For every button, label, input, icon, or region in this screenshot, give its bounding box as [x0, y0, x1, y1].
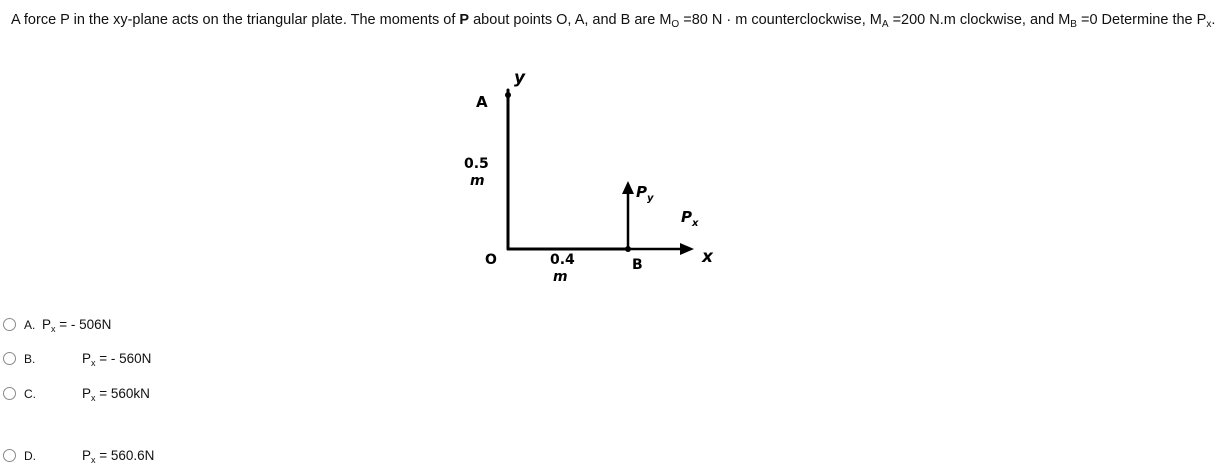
label-y-axis: y: [514, 68, 526, 88]
question-text: [11, 11, 1215, 30]
moment-subscript-o: O: [671, 19, 680, 30]
radio-option-a[interactable]: [3, 318, 16, 331]
label-x-axis: x: [702, 247, 713, 267]
moment-subscript-a: A: [881, 19, 889, 30]
force-subscript-x: x: [1206, 19, 1212, 30]
option-b-text: [82, 351, 151, 367]
label-py: [636, 183, 654, 204]
option-b-value: = - 560N: [95, 351, 152, 366]
question-force-symbol: P: [459, 12, 470, 28]
label-unit-m-2: m: [553, 269, 568, 285]
option-c-letter: C.: [24, 387, 36, 401]
option-c-value: = 560kN: [95, 386, 150, 401]
option-a-value: = - 506N: [55, 317, 112, 332]
option-d-text: [82, 448, 154, 464]
option-a-letter: A.: [24, 318, 36, 332]
option-c-symbol: P: [82, 386, 92, 401]
plate-diagram: [440, 55, 740, 290]
option-d-letter: D.: [24, 449, 36, 463]
label-point-a: A: [476, 93, 488, 111]
label-point-o: O: [485, 252, 497, 268]
label-dim-05: 0.5: [464, 156, 489, 172]
option-a-subscript: x: [51, 324, 56, 334]
option-b-letter: B.: [24, 352, 36, 366]
question-part-1: A force P in the xy-plane acts on the triangular plate. The moments of: [11, 12, 460, 28]
option-d-subscript: x: [91, 455, 96, 465]
option-c-text: [82, 386, 150, 402]
px-arrow-head: [680, 243, 694, 255]
label-unit-m-1: m: [470, 173, 485, 189]
py-arrow-head: [622, 181, 634, 194]
question-part-2: about points O, A, and B are M: [469, 12, 672, 28]
option-c-subscript: x: [91, 393, 96, 403]
option-a-text: [42, 317, 111, 333]
question-part-3: =80 N · m counterclockwise, M: [679, 12, 882, 28]
option-d-symbol: P: [82, 448, 92, 463]
question-part-6: .: [1211, 12, 1215, 28]
option-b-symbol: P: [82, 351, 92, 366]
label-px: [681, 208, 699, 229]
radio-option-c[interactable]: [3, 387, 16, 400]
radio-option-d[interactable]: [3, 449, 16, 462]
label-px-sub: x: [692, 218, 699, 229]
label-py-sub: y: [647, 193, 654, 204]
label-py-main: P: [636, 183, 647, 201]
label-px-main: P: [681, 208, 692, 226]
question-part-4: =200 N.m clockwise, and M: [888, 12, 1071, 28]
option-b-subscript: x: [91, 358, 96, 368]
radio-option-b[interactable]: [3, 352, 16, 365]
question-part-5: =0 Determine the P: [1076, 12, 1207, 28]
moment-subscript-b: B: [1070, 19, 1077, 30]
plate-diagram-svg: [440, 55, 740, 290]
point-a-dot: [505, 92, 511, 98]
label-point-b: B: [632, 257, 643, 273]
option-d-value: = 560.6N: [95, 448, 155, 463]
option-a-symbol: P: [42, 317, 52, 332]
label-dim-04: 0.4: [550, 252, 575, 268]
